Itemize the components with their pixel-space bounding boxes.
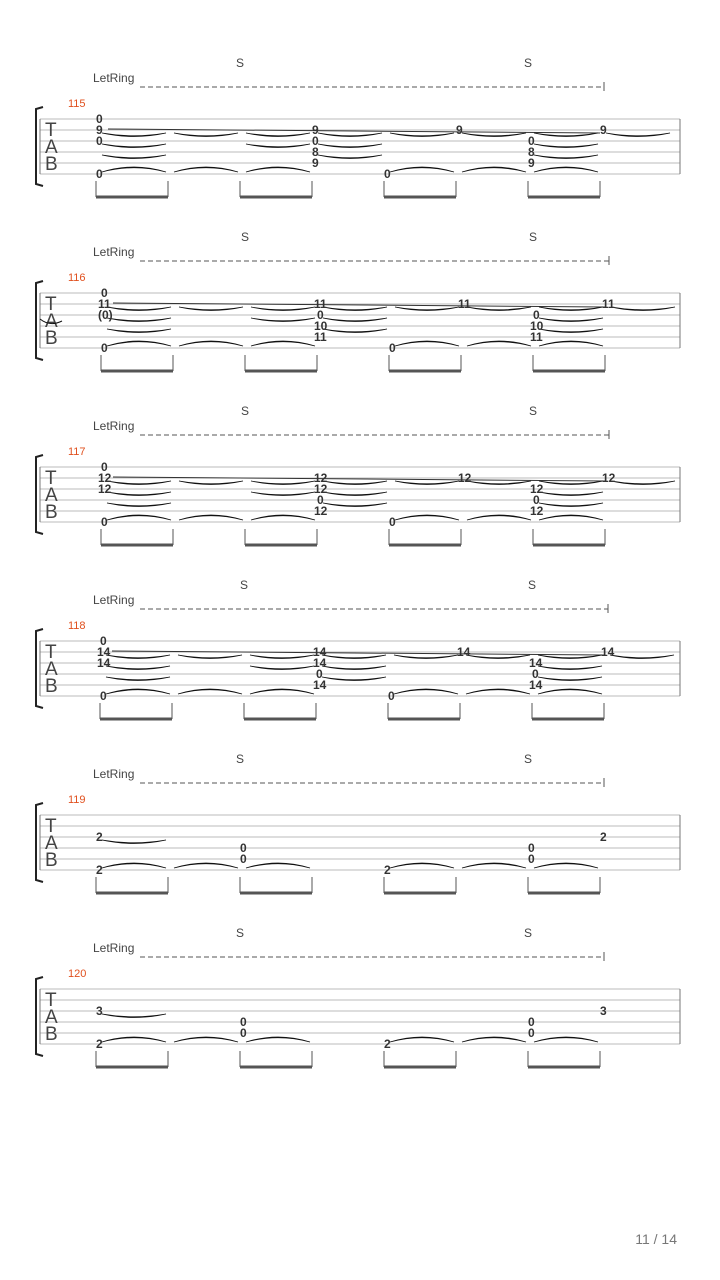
tie-arc (251, 481, 315, 485)
fret-number: 0 (528, 1026, 535, 1040)
fret-number: 12 (98, 471, 112, 485)
tie-arc (107, 515, 171, 520)
let-ring-label: LetRing (93, 767, 135, 781)
fret-number: 8 (312, 145, 319, 159)
fret-number: 14 (457, 645, 471, 659)
tie-arc (322, 677, 386, 681)
tie-arc (246, 863, 310, 868)
tie-arc (251, 341, 315, 346)
fret-number: 0 (317, 308, 324, 322)
tie-arc (179, 307, 243, 311)
tie-arc (246, 133, 310, 137)
tab-clef-letter: B (45, 328, 58, 349)
tab-clef-letter: B (45, 154, 58, 175)
fret-number: 12 (314, 482, 328, 496)
fret-number: 0 (389, 341, 396, 355)
tie-arc (179, 341, 243, 346)
tie-arc (251, 307, 315, 311)
fret-number: 14 (313, 678, 327, 692)
tie-arc (534, 133, 598, 137)
tie-arc (250, 666, 314, 670)
accent-marker: S (240, 578, 249, 592)
tie-arc (462, 133, 526, 137)
fret-number: 2 (96, 863, 103, 877)
fret-number: 12 (458, 471, 472, 485)
tie-arc (323, 481, 387, 485)
fret-number: 12 (530, 482, 544, 496)
measure-number: 120 (68, 968, 87, 980)
fret-number: 14 (529, 656, 543, 670)
fret-number: 9 (456, 123, 463, 137)
measure-number: 117 (68, 446, 86, 458)
fret-number: 0 (240, 852, 247, 866)
tab-clef-letter: T (45, 120, 57, 141)
tie-arc (462, 167, 526, 172)
fret-number: 14 (529, 678, 543, 692)
fret-number: 2 (384, 1037, 391, 1051)
tab-clef-letter: A (45, 833, 58, 854)
tie-arc (250, 689, 314, 694)
tie-arc (102, 840, 166, 844)
let-ring-label: LetRing (93, 593, 135, 607)
fret-number: 12 (314, 504, 328, 518)
tie-arc (534, 167, 598, 172)
tie-arc (106, 689, 170, 694)
tie-arc (611, 481, 675, 485)
tie-arc (318, 133, 382, 137)
fret-number: 2 (96, 830, 103, 844)
tie-arc (394, 689, 458, 694)
fret-number: 10 (530, 319, 544, 333)
fret-number: 3 (600, 1004, 607, 1018)
fret-number: 11 (602, 297, 615, 311)
accent-marker: S (524, 926, 533, 940)
tab-clef-letter: B (45, 502, 58, 523)
fret-number: 12 (314, 471, 328, 485)
tab-clef-letter: T (45, 990, 57, 1011)
tab-system (36, 926, 680, 1067)
fret-number: 11 (458, 297, 471, 311)
fret-number: 0 (389, 515, 396, 529)
tie-arc (102, 1037, 166, 1042)
tie-arc (467, 307, 531, 311)
tie-arc (179, 481, 243, 485)
fret-number: 12 (98, 482, 112, 496)
tab-clef-letter: A (45, 137, 58, 158)
accent-marker: S (241, 404, 250, 418)
fret-number: 3 (96, 1004, 103, 1018)
fret-number: 0 (528, 1015, 535, 1029)
tie-arc (323, 307, 387, 311)
tab-clef-letter: T (45, 468, 57, 489)
tie-arc (611, 307, 675, 311)
tie-arc (107, 341, 171, 346)
fret-number: 14 (601, 645, 615, 659)
fret-number: 0 (528, 134, 535, 148)
tie-arc (178, 689, 242, 694)
tie-arc (246, 144, 310, 148)
fret-number: 11 (314, 297, 327, 311)
fret-number: 0 (240, 1015, 247, 1029)
tie-arc (462, 863, 526, 868)
page-indicator: 11 / 14 (635, 1231, 677, 1247)
fret-number: 14 (97, 645, 111, 659)
fret-number: 14 (313, 656, 327, 670)
tie-arc (534, 155, 598, 159)
tie-arc (606, 133, 670, 137)
tie-arc (610, 655, 674, 659)
tie-arc (106, 666, 170, 670)
tie-arc (174, 1037, 238, 1042)
tie-arc (395, 481, 459, 485)
tie-arc (318, 144, 382, 148)
fret-number: 8 (528, 145, 535, 159)
tie-arc (102, 133, 166, 137)
accent-marker: S (236, 926, 245, 940)
tie-arc (467, 341, 531, 346)
measure-number: 119 (68, 794, 86, 806)
tab-clef-letter: A (45, 311, 58, 332)
tie-arc (107, 318, 171, 322)
fret-number: 0 (533, 308, 540, 322)
fret-number: 0 (384, 167, 391, 181)
fret-number: 0 (96, 134, 103, 148)
tab-clef-letter: A (45, 1007, 58, 1028)
tie-arc (390, 167, 454, 172)
tie-arc (174, 167, 238, 172)
tie-arc (539, 318, 603, 322)
tie-arc (102, 155, 166, 159)
tab-clef-letter: A (45, 659, 58, 680)
tab-system (36, 230, 680, 371)
tie-arc (395, 307, 459, 311)
accent-marker: S (236, 752, 245, 766)
tie-arc (246, 1037, 310, 1042)
tie-arc (538, 666, 602, 670)
tab-clef-letter: B (45, 850, 58, 871)
fret-number: 0 (533, 493, 540, 507)
tab-system (36, 752, 680, 893)
tab-clef-letter: T (45, 642, 57, 663)
fret-number: 0 (96, 112, 103, 126)
accent-marker: S (241, 230, 250, 244)
tie-arc (102, 1014, 166, 1018)
tie-arc (323, 318, 387, 322)
fret-number: 12 (602, 471, 616, 485)
fret-number: 9 (528, 156, 535, 170)
fret-number: 0 (100, 689, 107, 703)
fret-number: 0 (316, 667, 323, 681)
fret-number: 12 (530, 504, 544, 518)
fret-number: 0 (240, 841, 247, 855)
fret-number: 11 (530, 330, 543, 344)
tie-arc (102, 144, 166, 148)
tie-arc (323, 329, 387, 333)
tie-arc (462, 1037, 526, 1042)
fret-number: 14 (313, 645, 327, 659)
tie-arc (538, 689, 602, 694)
fret-number: 0 (101, 341, 108, 355)
accent-marker: S (236, 56, 245, 70)
tie-arc (534, 863, 598, 868)
tie-arc (178, 655, 242, 659)
accent-marker: S (529, 230, 538, 244)
tie-arc (394, 655, 458, 659)
tie-arc (323, 503, 387, 507)
measure-number: 116 (68, 272, 86, 284)
tie-arc (539, 341, 603, 346)
tie-arc (322, 666, 386, 670)
tie-arc (107, 329, 171, 333)
fret-number: 14 (97, 656, 111, 670)
fret-number: 0 (101, 515, 108, 529)
fret-number: 0 (317, 493, 324, 507)
measure-number: 118 (68, 620, 86, 632)
tab-clef-letter: T (45, 816, 57, 837)
fret-number: 0 (101, 286, 108, 300)
fret-number: 11 (98, 297, 111, 311)
tie-arc (251, 318, 315, 322)
fret-number: 0 (101, 460, 108, 474)
fret-number: 2 (384, 863, 391, 877)
tie-arc (534, 144, 598, 148)
tie-arc (539, 503, 603, 507)
tie-arc (466, 689, 530, 694)
fret-number: 10 (314, 319, 328, 333)
tie-arc (467, 481, 531, 485)
let-ring-label: LetRing (93, 941, 135, 955)
tie-arc (322, 655, 386, 659)
fret-number: 0 (96, 167, 103, 181)
tie-arc (107, 307, 171, 311)
tie-arc (539, 307, 603, 311)
tie-arc (323, 492, 387, 496)
tie-arc (539, 329, 603, 333)
tie-arc (534, 1037, 598, 1042)
tie-arc (539, 515, 603, 520)
tie-arc (174, 863, 238, 868)
tie-arc (106, 655, 170, 659)
let-ring-label: LetRing (93, 419, 135, 433)
tie-arc (539, 481, 603, 485)
fret-number: 0 (100, 634, 107, 648)
tab-clef-letter: A (45, 485, 58, 506)
tab-system (36, 56, 680, 197)
fret-number: 0 (528, 852, 535, 866)
fret-number: 0 (532, 667, 539, 681)
fret-number: 9 (96, 123, 103, 137)
tie-arc (179, 515, 243, 520)
fret-number: 0 (240, 1026, 247, 1040)
tie-arc (395, 341, 459, 346)
tie-arc (318, 155, 382, 159)
tie-arc (390, 1037, 454, 1042)
accent-marker: S (524, 752, 533, 766)
measure-number: 115 (68, 98, 86, 110)
tab-clef-letter: T (45, 294, 57, 315)
tie-arc (106, 677, 170, 681)
tie-arc (102, 863, 166, 868)
fret-number: 0 (388, 689, 395, 703)
fret-number: 9 (312, 123, 319, 137)
tab-system (36, 404, 680, 545)
tie-arc (467, 515, 531, 520)
fret-number: 9 (600, 123, 607, 137)
tie-arc (251, 515, 315, 520)
let-ring-label: LetRing (93, 245, 135, 259)
tie-arc (466, 655, 530, 659)
accent-marker: S (528, 578, 537, 592)
tie-arc (250, 655, 314, 659)
tab-clef-letter: B (45, 676, 58, 697)
fret-number: 11 (314, 330, 327, 344)
tie-arc (390, 863, 454, 868)
fret-number: 2 (96, 1037, 103, 1051)
accent-marker: S (529, 404, 538, 418)
tie-arc (107, 503, 171, 507)
tie-arc (539, 492, 603, 496)
fret-number: 0 (528, 841, 535, 855)
tie-arc (538, 677, 602, 681)
fret-number: (0) (98, 308, 113, 322)
tie-arc (246, 167, 310, 172)
tie-arc (395, 515, 459, 520)
fret-number: 0 (312, 134, 319, 148)
tab-clef-letter: B (45, 1024, 58, 1045)
tie-arc (107, 492, 171, 496)
tie-arc (107, 481, 171, 485)
tie-arc (538, 655, 602, 659)
let-ring-label: LetRing (93, 71, 135, 85)
tie-arc (174, 133, 238, 137)
tab-system (36, 578, 680, 719)
tie-arc (251, 492, 315, 496)
fret-number: 9 (312, 156, 319, 170)
tie-arc (390, 133, 454, 137)
fret-number: 2 (600, 830, 607, 844)
tie-arc (102, 167, 166, 172)
accent-marker: S (524, 56, 533, 70)
